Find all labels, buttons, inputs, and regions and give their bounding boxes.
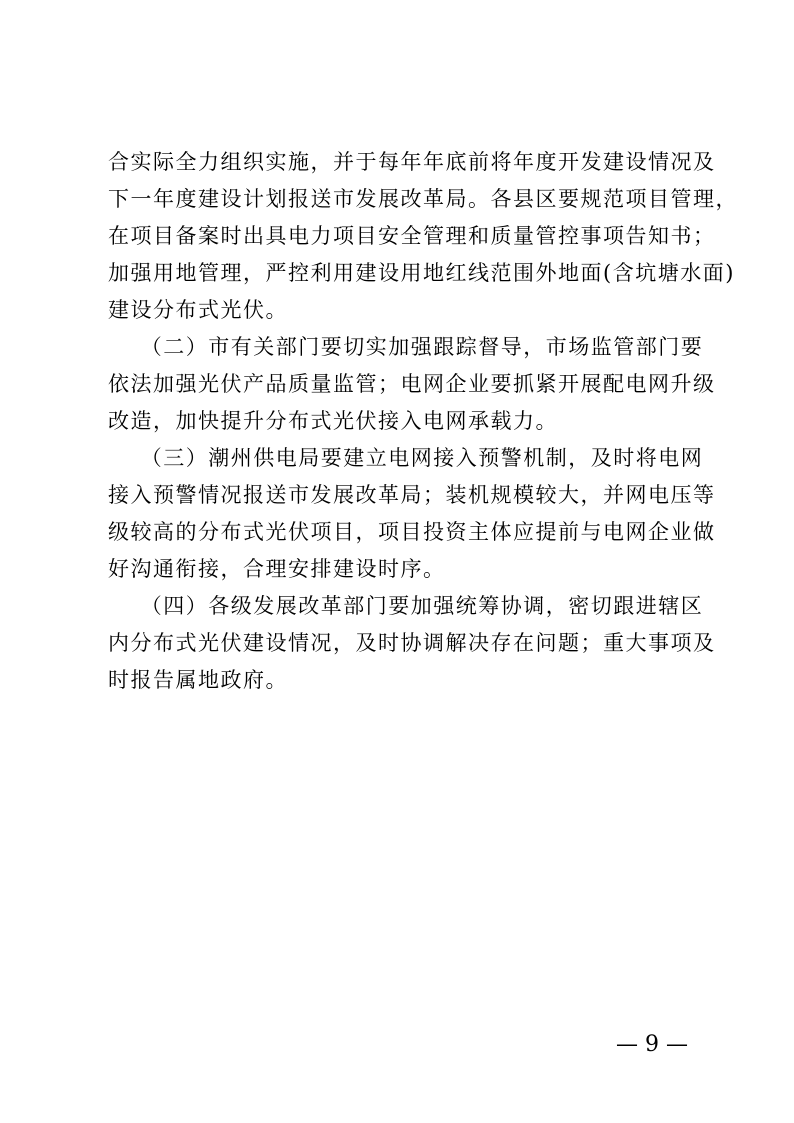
text-line: 内分布式光伏建设情况，及时协调解决存在问题；重大事项及 xyxy=(108,631,716,655)
page-number: — 9 — xyxy=(616,1032,688,1057)
text-line: （二）市有关部门要切实加强跟踪督导，市场监管部门要 xyxy=(108,335,704,359)
text-line: 级较高的分布式光伏项目，项目投资主体应提前与电网企业做 xyxy=(108,520,716,544)
text-line: 改造，加快提升分布式光伏接入电网承载力。 xyxy=(108,409,558,433)
body-text xyxy=(108,144,738,699)
text-line: 依法加强光伏产品质量监管；电网企业要抓紧开展配电网升级 xyxy=(108,372,716,396)
text-line: 好沟通衔接，合理安排建设时序。 xyxy=(108,557,446,581)
text-line: 建设分布式光伏。 xyxy=(108,298,288,322)
text-line: 下一年度建设计划报送市发展改革局。各县区要规范项目管理， xyxy=(108,187,738,211)
text-line: （四）各级发展改革部门要加强统筹协调，密切跟进辖区 xyxy=(108,594,704,618)
text-line: （三）潮州供电局要建立电网接入预警机制，及时将电网 xyxy=(108,446,704,470)
text-line: 加强用地管理，严控利用建设用地红线范围外地面(含坑塘水面) xyxy=(108,261,735,285)
text-line: 合实际全力组织实施，并于每年年底前将年度开发建设情况及 xyxy=(108,150,716,174)
text-line: 接入预警情况报送市发展改革局；装机规模较大，并网电压等 xyxy=(108,483,716,507)
text-line: 在项目备案时出具电力项目安全管理和质量管控事项告知书； xyxy=(108,224,716,248)
text-line: 时报告属地政府。 xyxy=(108,668,288,692)
